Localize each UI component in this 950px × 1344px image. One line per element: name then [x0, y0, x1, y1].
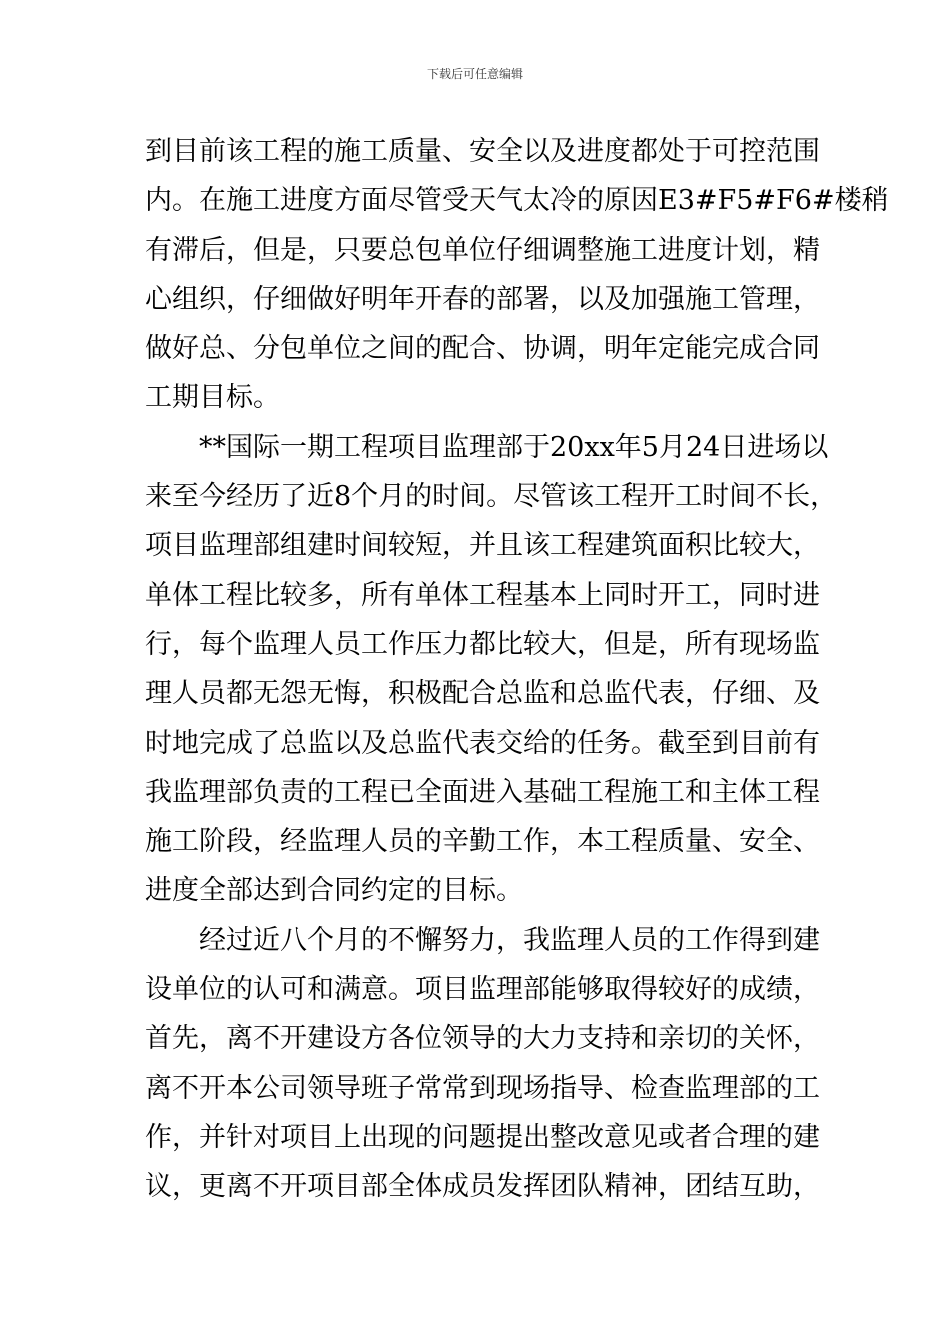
text-line: 进度全部达到合同约定的目标。 — [145, 875, 523, 907]
text-line: 工期目标。 — [145, 382, 280, 414]
text-line: 有滞后，但是，只要总包单位仔细调整施工进度计划，精 — [145, 234, 820, 266]
text-line: 议，更离不开项目部全体成员发挥团队精神，团结互助， — [145, 1171, 820, 1203]
paragraph-1 — [145, 127, 889, 423]
paragraph-2 — [145, 423, 838, 916]
text-line: 我监理部负责的工程已全面进入基础工程施工和主体工程 — [145, 776, 820, 808]
text-line: 首先，离不开建设方各位领导的大力支持和亲切的关怀， — [145, 1023, 820, 1055]
text-line: 到目前该工程的施工质量、安全以及进度都处于可控范围 — [145, 136, 820, 167]
text-line: 时地完成了总监以及总监代表交给的任务。截至到目前有 — [145, 727, 820, 759]
text-line: **国际一期工程项目监理部于20xx年5月24日进场以 — [199, 431, 829, 463]
text-line: 单体工程比较多，所有单体工程基本上同时开工，同时进 — [145, 579, 820, 611]
text-line: 经过近八个月的不懈努力，我监理人员的工作得到建 — [199, 924, 820, 956]
text-line: 心组织，仔细做好明年开春的部署，以及加强施工管理， — [145, 283, 820, 315]
text-line: 施工阶段，经监理人员的辛勤工作，本工程质量、安全、 — [145, 826, 820, 858]
text-line: 项目监理部组建时间较短，并且该工程建筑面积比较大， — [145, 530, 820, 562]
text-line: 来至今经历了近8个月的时间。尽管该工程开工时间不长， — [145, 481, 838, 513]
text-line: 理人员都无怨无悔，积极配合总监和总监代表，仔细、及 — [145, 678, 820, 710]
document-body — [145, 127, 889, 1212]
text-line: 行，每个监理人员工作压力都比较大，但是，所有现场监 — [145, 628, 820, 660]
text-line: 做好总、分包单位之间的配合、协调，明年定能完成合同 — [145, 333, 820, 365]
paragraph-3 — [145, 916, 820, 1212]
text-line: 设单位的认可和满意。项目监理部能够取得较好的成绩， — [145, 974, 820, 1006]
text-line: 离不开本公司领导班子常常到现场指导、检查监理部的工 — [145, 1072, 820, 1104]
text-line: 内。在施工进度方面尽管受天气太冷的原因E3#F5#F6#楼稍 — [145, 185, 889, 217]
page-header: 下载后可任意编辑 — [426, 67, 523, 81]
text-line: 作，并针对项目上出现的问题提出整改意见或者合理的建 — [145, 1121, 820, 1153]
